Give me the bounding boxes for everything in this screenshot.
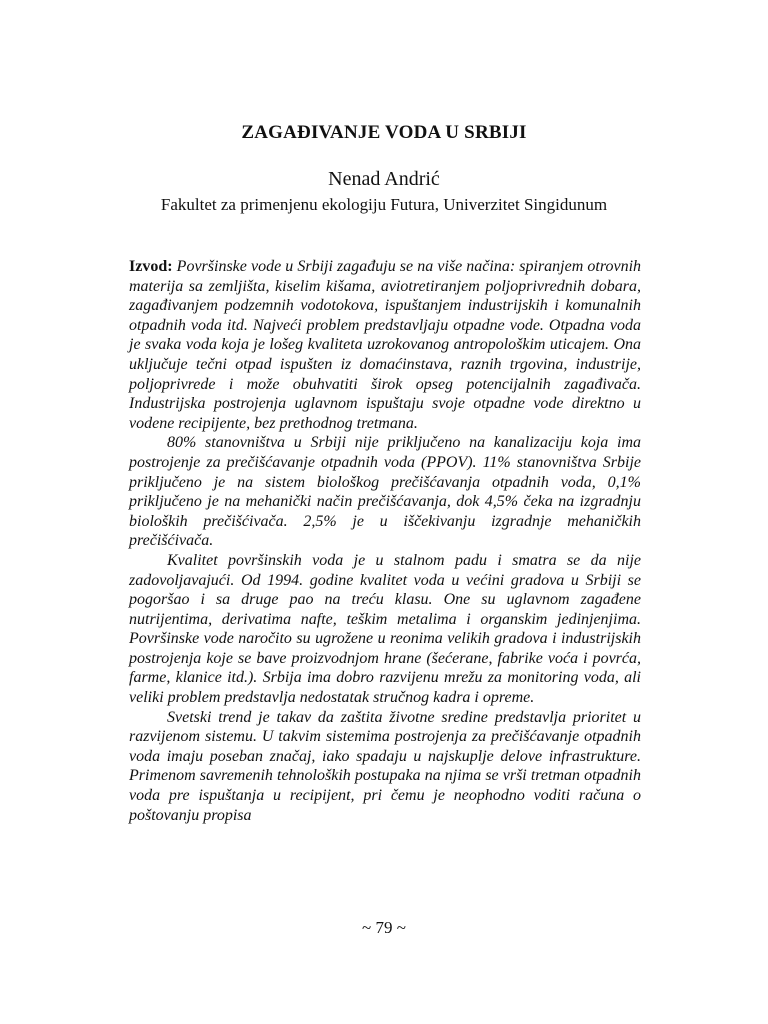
- abstract-label: Izvod:: [129, 258, 173, 275]
- author-name: Nenad Andrić: [328, 168, 440, 190]
- body-paragraph-1: 80% stanovništva u Srbiji nije priključeno na kanalizaciju koja ima postrojenje za prečišćavanje otpadnih voda (PPOV). 11% stanovništva Srbije priključeno je na sistem biološkog prečišćavanja otpadnih voda, 0,1% priključeno je na mehanički način prečišćavanja, dok 4,5% čeka na izgradnju bioloških prečišćivača. 2,5% je u iščekivanju izgradnje mehaničkih prečišćivača.: [129, 434, 641, 550]
- body-paragraph-3: Svetski trend je takav da zaštita životne sredine predstavlja prioritet u razvijenom sistemu. U takvim sistemima postrojenja za prečišćavanje otpadnih voda imaju poseban značaj, iako spadaju u najskuplje delove infrastrukture. Primenom savremenih tehnoloških postupaka na njima se vrši tretman otpadnih voda pre ispuštanja u recipijent, pri čemu je neophodno voditi računa o poštovanju propisa: [129, 708, 641, 824]
- body-paragraph-2: Kvalitet površinskih voda je u stalnom padu i smatra se da nije zadovoljavajući. Od 1994. godine kvalitet voda u većini gradova u Srbiji se pogoršao i sa druge pao na treću klasu. One su uglavnom zagađene nutrijentima, derivatima nafte, teškim metalima i organskim jedinjenjima. Površinske vode naročito su ugrožene u reonima velikih gradova i industrijskih postrojenja koje se bave proizvodnjom hrane (šećerane, fabrike voća i povrća, farme, klanice itd.). Srbija ima dobro razvijenu mrežu za monitoring voda, ali veliki problem predstavlja nedostatak stručnog kadra i opreme.: [129, 551, 641, 707]
- page-number: ~ 79 ~: [362, 918, 406, 937]
- author-affiliation: Fakultet za primenjenu ekologiju Futura, Univerzitet Singidunum: [160, 195, 608, 214]
- paper-title: ZAGAĐIVANJE VODA U SRBIJI: [241, 122, 527, 143]
- abstract-text: Površinske vode u Srbiji zagađuju se na više načina: spiranjem otrovnih materija sa zemljišta, kiselim kišama, aviotretiranjem poljoprivrednih dobara, zagađivanjem podzemnih vodotokova, ispuštanjem industrijskih i komunalnih otpadnih voda itd. Najveći problem predstavljaju otpadne vode. Otpadna voda je svaka voda koja je lošeg kvaliteta uzrokovanog antropološkim uticajem. Ona uključuje tečni otpad ispušten iz domaćinstava, raznih trgovina, industrije, poljoprivrede i može obuhvatiti širok opseg potencijalnih zagađivača. Industrijska postrojenja uglavnom ispuštaju svoje otpadne vode direktno u vodene recipijente, bez prethodnog tretmana.: [129, 258, 642, 432]
- abstract-paragraph: [129, 257, 641, 433]
- body-text: [129, 257, 641, 825]
